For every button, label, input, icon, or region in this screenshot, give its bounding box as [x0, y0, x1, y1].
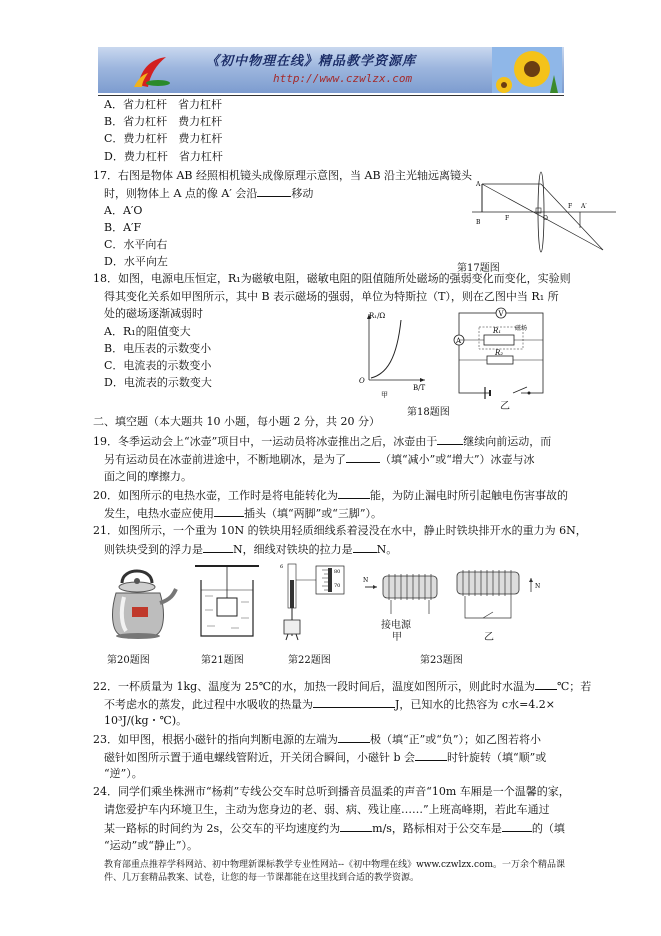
q17-caption: 第17题图 — [457, 263, 500, 274]
q18-r1: R₁ — [493, 327, 502, 335]
q22-text-2a: 不考虑水的蒸发，此过程中水吸收的热量为 — [104, 698, 313, 711]
q22-line2 — [104, 696, 555, 712]
q18-circuit-yi — [449, 305, 549, 400]
compass-n-label: N — [363, 577, 369, 584]
fig23-caption: 第23题图 — [420, 655, 463, 666]
kettle-figure — [104, 563, 174, 643]
q19-blank-2 — [346, 451, 380, 463]
q18-xlabel: B/T — [413, 384, 426, 392]
q24-blank-1 — [340, 820, 372, 832]
q18-stem-line1: 18．如图，电源电压恒定，R₁为磁敏电阻，磁敏电阻的阻值随所处磁场的强弱变化而变化，实验则 — [93, 272, 571, 285]
q18-yi: 乙 — [500, 401, 510, 412]
solenoid-jia — [363, 574, 437, 614]
q23-text-2a: 磁针如图所示置于通电螺线管附近，开关闭合瞬间，小磁针 b 会 — [104, 751, 416, 764]
q18-option-b: B．电压表的示数变小 — [104, 342, 212, 355]
q16-option-a: A．省力杠杆 省力杠杆 — [104, 98, 222, 111]
q17-label-f-left: F — [505, 215, 510, 222]
q18-option-d: D．电流表的示数变大 — [104, 376, 212, 389]
beaker-figure — [193, 562, 263, 642]
q22-text-1b: ℃；若 — [557, 680, 592, 693]
header-banner — [98, 47, 564, 93]
fig21-caption: 第21题图 — [201, 655, 244, 666]
q18-origin: O — [359, 377, 365, 385]
q18-ylabel: R₁/Ω — [369, 312, 386, 320]
q19-line1 — [93, 433, 551, 449]
q17-stem-line2 — [104, 185, 313, 201]
sunflower-icon — [492, 47, 562, 93]
q17-text-a: 时，则物体上 A 点的像 A′ 会沿 — [104, 187, 258, 200]
thermometer-tick-80: 80 — [334, 569, 341, 575]
header-url[interactable]: http://www.czwlzx.com — [273, 72, 413, 85]
fig23-jia: 甲 — [392, 632, 402, 643]
q17-label-a-image: A′ — [581, 203, 587, 210]
q21-blank-2 — [353, 541, 377, 553]
q18-ammeter: A — [456, 337, 462, 345]
q18-field-label: 磁场 — [515, 325, 528, 332]
fig22-caption: 第22题图 — [288, 655, 331, 666]
q19-text-2a: 另有运动员在冰壶前进途中，不断地刷冰，是为了 — [104, 453, 346, 466]
q24-line2: 请您爱护车内环境卫生，主动为您身边的老、弱、病、残让座……”上班高峰期，若此车通过 — [104, 803, 550, 816]
q21-line2 — [104, 541, 397, 557]
q24-text-3b: m/s，路标相对于公交车是 — [372, 822, 502, 835]
q20-text-1b: 能，为防止漏电时所引起触电伤害事故的 — [370, 489, 568, 502]
q17-lens-diagram — [468, 168, 618, 263]
q20-text-2b: 插头（填“两脚”或“三脚”）。 — [244, 507, 382, 520]
q18-caption: 第18题图 — [407, 407, 450, 418]
thermometer-tick-70: 70 — [334, 583, 341, 589]
q21-blank-1 — [203, 541, 233, 553]
q24-line1: 24．同学们乘坐株洲市“杨莉”专线公交车时总听到播音员温柔的声音“10m 车厢是一个温馨的家， — [93, 785, 570, 798]
q18-option-c: C．电流表的示数变小 — [104, 359, 212, 372]
q20-line1 — [93, 487, 568, 503]
section-2-heading: 二、填空题（本大题共 10 小题，每小题 2 分，共 20 分） — [93, 415, 380, 428]
q17-option-d: D．水平向左 — [104, 255, 168, 268]
footer — [104, 859, 584, 885]
q20-line2 — [104, 505, 382, 521]
site-logo-icon — [132, 55, 172, 89]
thermometer-tick-6: 6 — [280, 564, 284, 570]
q19-text-1b: 继续向前运动，而 — [463, 435, 552, 448]
q20-blank-2 — [214, 505, 244, 517]
q22-blank-1 — [535, 678, 557, 690]
q23-blank-1 — [338, 731, 370, 743]
footer-line2: 件、几万套精品教案、试卷，让您的每一节课都能在这里找到合适的教学资源。 — [104, 873, 420, 883]
q18-option-a: A．R₁的阻值变大 — [104, 325, 191, 338]
q22-text-2b: J，已知水的比热容为 c水=4.2× — [395, 698, 555, 711]
fig23-power-label: 接电源 — [381, 620, 411, 631]
q21-text-2c: N。 — [376, 543, 398, 556]
q21-text-2b: N，细线对铁块的拉力是 — [233, 543, 353, 556]
q17-option-a: A．A′O — [104, 204, 143, 217]
footer-line1: 教育部重点推荐学科网站、初中物理新课标教学专业性网站--《初中物理在线》www.czwlzx.com。一万余个精品课 — [104, 860, 566, 870]
q24-blank-2 — [502, 820, 532, 832]
q17-option-b: B．A′F — [104, 221, 142, 234]
q18-stem-line2: 得其变化关系如甲图所示，其中 B 表示磁场的强弱，单位为特斯拉（T），则在乙图中当 R₁ 所 — [104, 290, 559, 303]
thermometer-figure — [278, 560, 350, 642]
q17-label-a: A — [476, 181, 481, 188]
q24-line3 — [104, 820, 565, 836]
q23-line2 — [104, 749, 546, 765]
q17-text-b: 移动 — [291, 187, 314, 200]
q23-text-1a: 23．如甲图，根据小磁针的指向判断电源的左端为 — [93, 733, 338, 746]
q24-text-3c: 的（填 — [531, 822, 565, 835]
q21-text-2a: 则铁块受到的浮力是 — [104, 543, 203, 556]
q17-blank — [257, 185, 291, 197]
q17-option-c: C．水平向右 — [104, 238, 168, 251]
q22-line1 — [93, 678, 591, 694]
header-rule — [98, 95, 564, 96]
q23-line3: “逆”）。 — [104, 767, 143, 780]
q16-option-d: D．费力杠杆 省力杠杆 — [104, 150, 223, 163]
q19-line3: 面之间的摩擦力。 — [104, 470, 192, 483]
q23-blank-2 — [415, 749, 447, 761]
q18-r2: R₂ — [495, 349, 504, 357]
q17-label-b: B — [476, 219, 481, 226]
q22-line3: 10³J/(kg・℃)。 — [104, 714, 188, 727]
q17-stem-line1: 17．右图是物体 AB 经照相机镜头成像原理示意图，当 AB 沿主光轴远离镜头 — [93, 169, 473, 182]
q22-text-1a: 22．一杯质量为 1kg、温度为 25℃的水，加热一段时间后，温度如图所示，则此时水温为 — [93, 680, 535, 693]
header-title: 《初中物理在线》精品教学资源库 — [206, 54, 417, 69]
q19-text-1a: 19．冬季运动会上“冰壶”项目中，一运动员将冰壶推出之后，冰壶由于 — [93, 435, 438, 448]
q21-line1: 21．如图所示，一个重为 10N 的铁块用轻质细线系着浸没在水中，静止时铁块排开水的重力为 6N， — [93, 524, 587, 537]
q16-option-b: B．省力杠杆 费力杠杆 — [104, 115, 223, 128]
q20-blank-1 — [338, 487, 370, 499]
q17-label-o: O — [543, 215, 548, 222]
solenoid-yi — [457, 570, 540, 618]
q19-blank-1 — [437, 433, 463, 445]
q19-line2 — [104, 451, 535, 467]
fig23-yi: 乙 — [484, 632, 494, 643]
compass-n-label-yi: N — [535, 583, 541, 590]
q22-blank-2 — [313, 696, 395, 708]
q24-line4: “运动”或“静止”）。 — [104, 839, 198, 852]
q20-text-1a: 20．如图所示的电热水壶，工作时是将电能转化为 — [93, 489, 338, 502]
q18-graph-jia — [357, 308, 427, 398]
q16-option-c: C．费力杠杆 费力杠杆 — [104, 132, 223, 145]
q23-text-2b: 时针旋转（填“顺”或 — [447, 751, 547, 764]
q19-text-2b: （填“减小”或“增大”）冰壶与冰 — [380, 453, 535, 466]
q18-jia: 甲 — [381, 391, 388, 399]
q23-line1 — [93, 731, 541, 747]
q23-text-1b: 极（填“正”或“负”）；如乙图若将小 — [370, 733, 541, 746]
q18-stem-line3: 处的磁场逐渐减弱时 — [104, 307, 203, 320]
q18-voltmeter: V — [498, 310, 504, 318]
fig20-caption: 第20题图 — [107, 655, 150, 666]
q17-label-f-right: F — [568, 203, 573, 210]
q24-text-3a: 某一路标的时间约为 2s，公交车的平均速度约为 — [104, 822, 341, 835]
q20-text-2a: 发生，电热水壶应使用 — [104, 507, 214, 520]
